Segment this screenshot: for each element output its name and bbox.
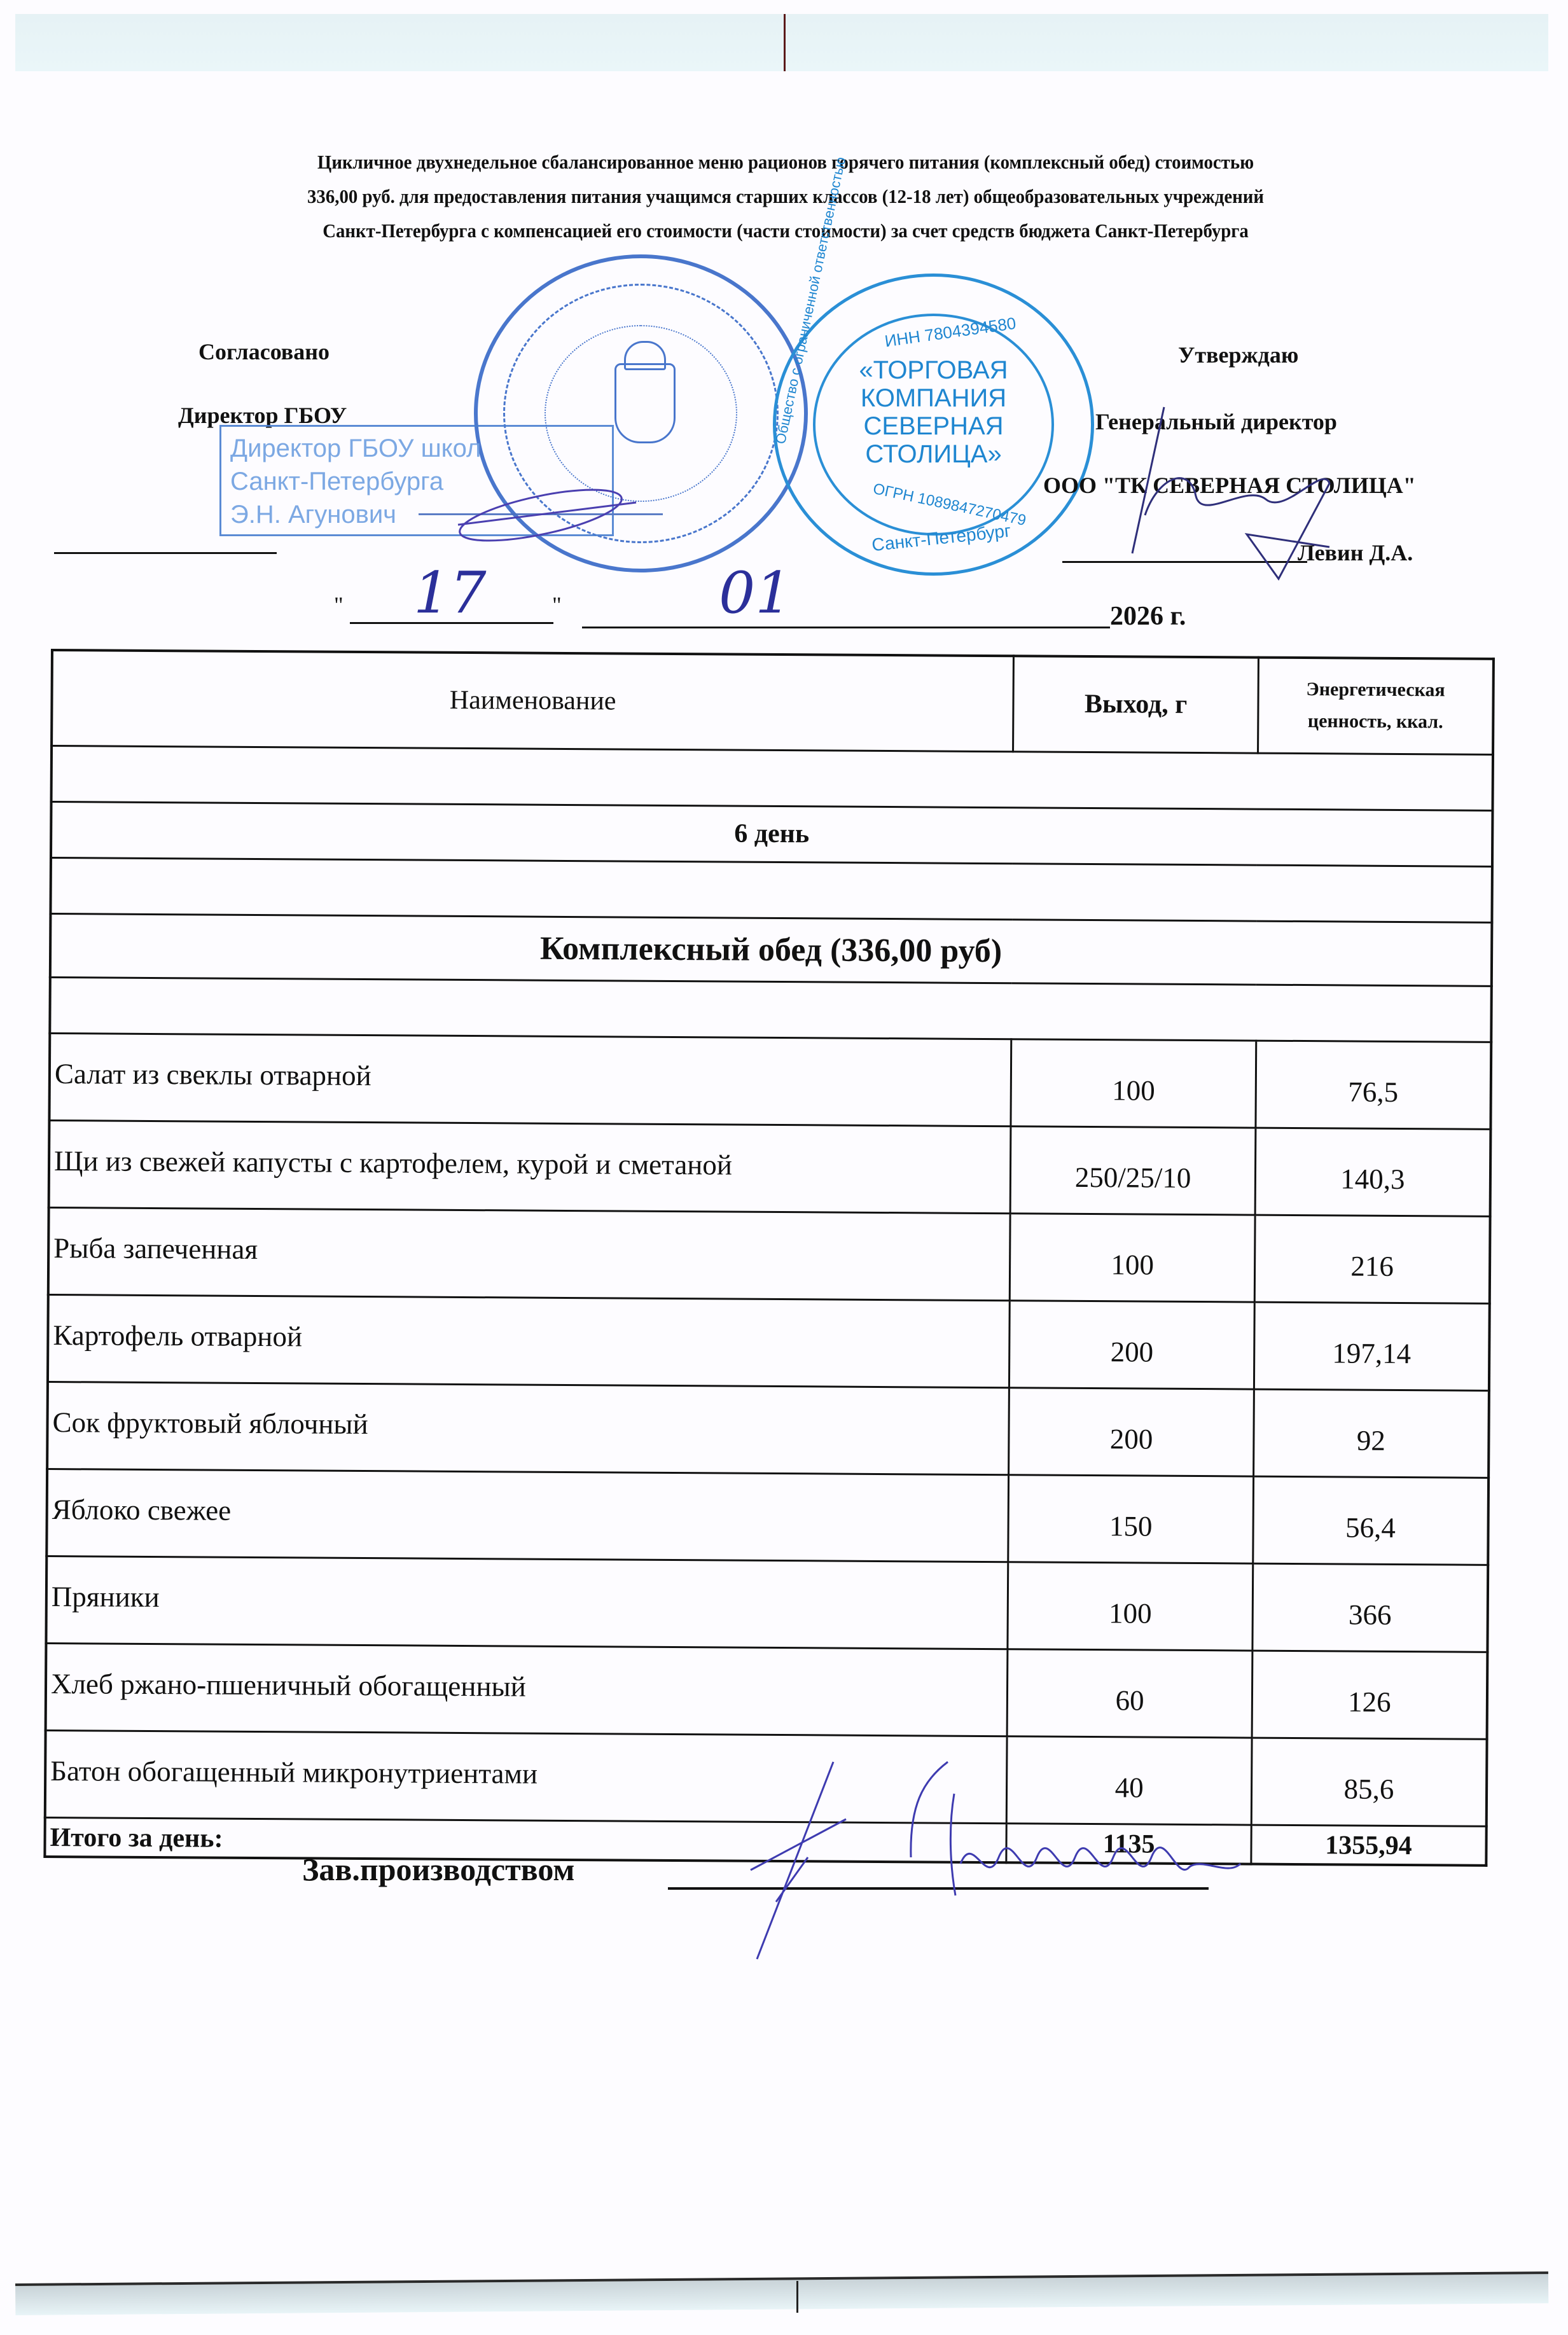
scan-seam [796, 2281, 798, 2313]
total-yield: 1135 [1006, 1823, 1251, 1864]
table-row [49, 1120, 1491, 1216]
item-yield: 100 [1011, 1039, 1256, 1127]
table-row [46, 1643, 1488, 1739]
item-yield: 60 [1007, 1649, 1252, 1737]
agreed-label: Согласовано [198, 339, 330, 364]
scan-edge-bottom [15, 2271, 1548, 2315]
stamp-company-name [776, 356, 1091, 468]
stamp-arc-text: Общество с ограниченной ответственностью [772, 155, 849, 446]
table-row [48, 1207, 1490, 1303]
item-kcal: 216 [1254, 1215, 1490, 1303]
company-name: ООО "ТК СЕВЕРНАЯ СТОЛИЦА" [1043, 473, 1416, 498]
scan-edge-top [15, 14, 1548, 71]
item-name: Хлеб ржано-пшеничный обогащенный [46, 1643, 1008, 1736]
table-row [47, 1382, 1489, 1478]
title-line: Цикличное двухнедельное сбалансированное меню рационов горячего питания (комплексный обед) стоимостью [317, 151, 1254, 173]
item-kcal: 92 [1253, 1389, 1488, 1478]
title-line: 336,00 руб. для предоставления питания учащимся старших классов (12-18 лет) общеобразовательных учреждений [307, 185, 1264, 207]
item-name: Яблоко свежее [46, 1469, 1009, 1562]
item-name: Пряники [46, 1556, 1008, 1649]
meal-label: Комплексный обед (336,00 руб) [50, 913, 1492, 986]
month-blank-line [582, 627, 1110, 628]
stamp-name-line: КОМПАНИЯ [860, 384, 1007, 412]
date-close-quote: " [552, 592, 562, 618]
title-line: Санкт-Петербурга с компенсацией его стоимости (части стоимости) за счет средств бюджета Санкт-Петербурга [323, 219, 1249, 242]
day-label: 6 день [51, 801, 1492, 866]
item-yield: 200 [1009, 1300, 1254, 1389]
item-kcal: 56,4 [1253, 1476, 1488, 1565]
item-yield: 200 [1009, 1387, 1254, 1476]
header-yield: Выход, г [1013, 656, 1258, 752]
header-energy [1258, 658, 1494, 754]
stamp-name-line: СЕВЕРНАЯ [863, 412, 1004, 440]
item-kcal: 366 [1252, 1563, 1488, 1652]
school-director-label: Директор ГБОУ [178, 403, 347, 428]
item-yield: 40 [1007, 1736, 1252, 1824]
stamp-box-line: Директор ГБОУ школ [230, 434, 482, 462]
stamp-box-line: Санкт-Петербурга [230, 468, 444, 495]
signatory-name: Левин Д.А. [1298, 540, 1413, 565]
coat-of-arms-icon [614, 363, 676, 443]
item-name: Картофель отварной [48, 1294, 1010, 1387]
stamp-inn: ИНН 7804394580 [883, 313, 1018, 351]
header-name: Наименование [52, 650, 1014, 751]
company-seal-stamp [772, 155, 1094, 576]
stamp-ogrn: ОГРН 1089847270479 [871, 480, 1028, 530]
scan-seam [784, 14, 786, 71]
table-row [46, 1556, 1488, 1652]
menu-table [43, 649, 1495, 1867]
production-manager-signature [732, 1756, 1291, 1965]
item-kcal: 126 [1252, 1651, 1487, 1739]
total-label: Итого за день: [45, 1817, 1006, 1862]
item-yield: 100 [1008, 1562, 1252, 1650]
director-signature [445, 490, 655, 541]
item-name: Салат из свеклы отварной [49, 1033, 1011, 1126]
meal-row [50, 913, 1492, 986]
item-kcal: 197,14 [1254, 1302, 1489, 1390]
item-kcal: 76,5 [1256, 1041, 1491, 1129]
item-name: Сок фруктовый яблочный [47, 1382, 1009, 1474]
menu-items [45, 1033, 1491, 1826]
item-kcal: 85,6 [1251, 1738, 1487, 1826]
general-director-signature [1120, 388, 1361, 579]
production-manager-label: Зав.производством [302, 1852, 575, 1887]
item-yield: 250/25/10 [1010, 1126, 1255, 1214]
general-director-label: Генеральный директор [1095, 409, 1337, 434]
item-yield: 150 [1008, 1474, 1253, 1563]
item-name: Щи из свежей капусты с картофелем, курой и сметаной [49, 1120, 1011, 1213]
item-kcal: 140,3 [1255, 1128, 1490, 1216]
item-yield: 100 [1010, 1213, 1255, 1301]
empty-row [52, 745, 1493, 810]
item-name: Рыба запеченная [48, 1207, 1011, 1300]
stamp-city: Санкт-Петербург [870, 520, 1012, 555]
date-open-quote: " [334, 592, 343, 618]
header-energy-line: Энергетическая [1306, 679, 1445, 701]
table-row [49, 1033, 1491, 1129]
stamp-box-line: Э.Н. Агунович [230, 501, 397, 529]
date-year: 2026 г. [1110, 602, 1186, 631]
stamp-name-line: «ТОРГОВАЯ [859, 356, 1008, 384]
day-row [51, 801, 1492, 866]
left-signature-line [54, 552, 277, 554]
table-row [46, 1469, 1488, 1565]
total-kcal: 1355,94 [1251, 1825, 1487, 1866]
item-name: Батон обогащенный микронутриентами [45, 1730, 1008, 1823]
approve-label: Утверждаю [1178, 342, 1299, 368]
date-month-handwritten: 01 [719, 560, 792, 627]
header-energy-line: ценность, ккал. [1307, 710, 1443, 733]
date-day-handwritten: 17 [413, 560, 487, 627]
table-header-row [52, 650, 1494, 754]
document-title [108, 145, 1463, 248]
stamp-name-line: СТОЛИЦА» [865, 440, 1002, 468]
table-row [48, 1294, 1490, 1390]
empty-row [50, 857, 1492, 922]
empty-row [50, 977, 1491, 1042]
